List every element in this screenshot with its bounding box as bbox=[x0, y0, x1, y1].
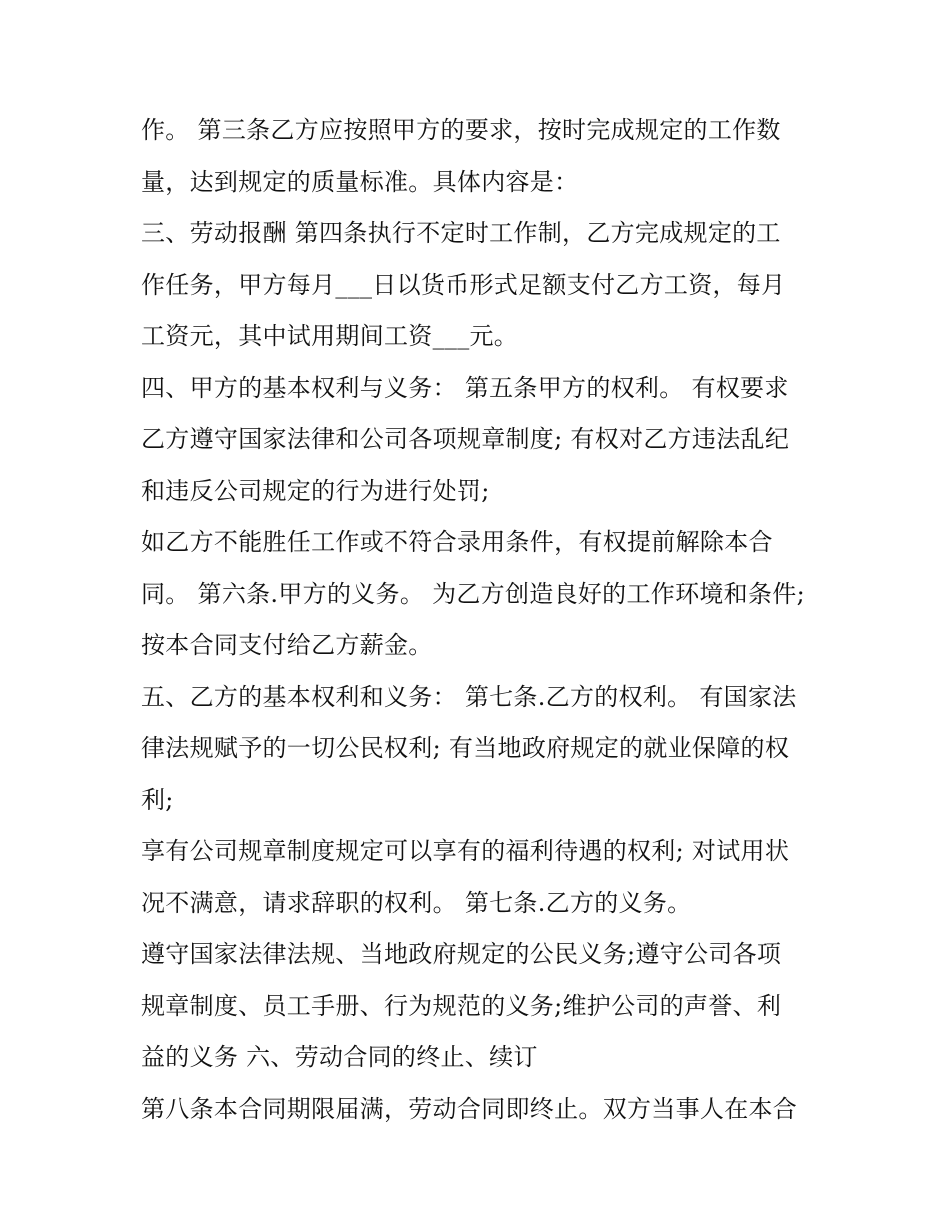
text-line: 利; bbox=[141, 785, 174, 814]
text-line: 律法规赋予的一切公民权利; 有当地政府规定的就业保障的权 bbox=[141, 734, 790, 762]
text-line: 乙方遵守国家法律和公司各项规章制度; 有权对乙方违法乱纪 bbox=[141, 425, 790, 453]
text-line: 量，达到规定的质量标准。具体内容是： bbox=[141, 167, 579, 196]
text-line: 遵守国家法律法规、当地政府规定的公民义务;遵守公司各项 bbox=[141, 940, 782, 968]
text-line: 工资元，其中试用期间工资___元。 bbox=[141, 322, 519, 350]
text-line: 规章制度、员工手册、行为规范的义务;维护公司的声誉、利 bbox=[141, 991, 782, 1020]
text-line: 和违反公司规定的行为进行处罚; bbox=[141, 476, 490, 505]
text-line: 按本合同支付给乙方薪金。 bbox=[141, 631, 433, 659]
text-line: 况不满意，请求辞职的权利。 第七条.乙方的义务。 bbox=[141, 888, 692, 917]
text-line: 五、乙方的基本权利和义务： 第七条.乙方的权利。 有国家法 bbox=[141, 682, 797, 711]
text-line: 作。 第三条乙方应按照甲方的要求，按时完成规定的工作数 bbox=[141, 116, 781, 144]
text-line: 三、劳动报酬 第四条执行不定时工作制，乙方完成规定的工 bbox=[141, 219, 781, 247]
text-line: 益的义务 六、劳动合同的终止、续订 bbox=[141, 1043, 538, 1071]
text-line: 作任务，甲方每月___日以货币形式足额支付乙方工资，每月 bbox=[141, 270, 786, 299]
contract-body-text bbox=[141, 105, 821, 1135]
text-line: 四、甲方的基本权利与义务： 第五条甲方的权利。 有权要求 bbox=[141, 373, 789, 402]
text-line: 第八条本合同期限届满，劳动合同即终止。双方当事人在本合 bbox=[141, 1094, 798, 1123]
text-line: 同。 第六条.甲方的义务。 为乙方创造良好的工作环境和条件; bbox=[141, 579, 805, 608]
text-line: 享有公司规章制度规定可以享有的福利待遇的权利; 对试用状 bbox=[141, 837, 790, 865]
text-line: 如乙方不能胜任工作或不符合录用条件，有权提前解除本合 bbox=[141, 528, 773, 556]
